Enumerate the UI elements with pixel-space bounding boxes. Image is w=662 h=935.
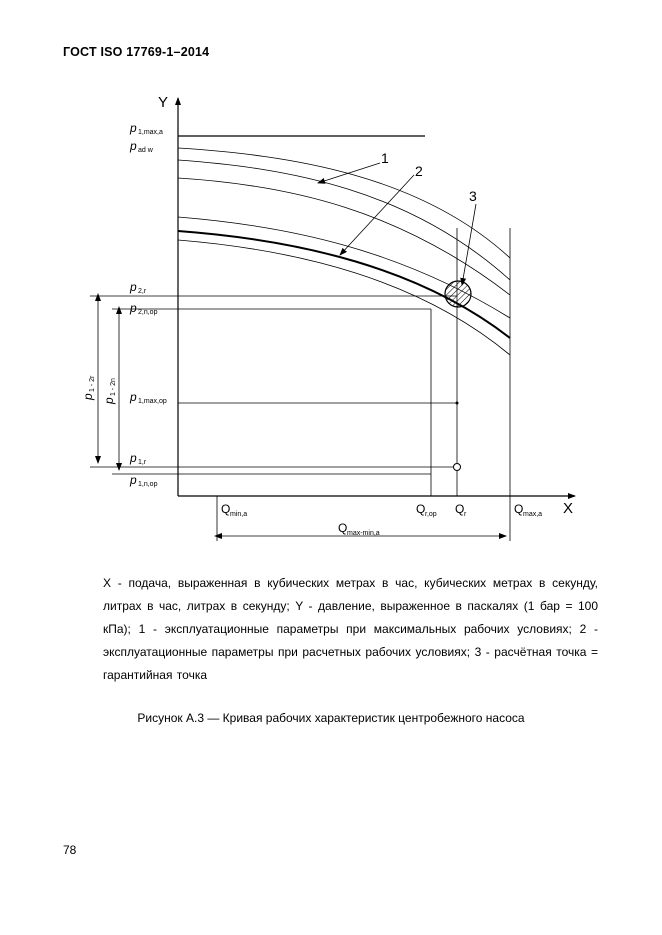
label-p1-n-op	[129, 473, 158, 488]
svg-text:Q: Q	[221, 502, 231, 516]
label-q-r	[455, 502, 467, 518]
label-p1-2n	[102, 378, 117, 405]
svg-text:1 - 2r: 1 - 2r	[89, 375, 96, 392]
label-q-min-a	[221, 502, 247, 518]
svg-text:p: p	[130, 473, 137, 487]
label-p1-max-a	[129, 121, 163, 136]
document-header: ГОСТ ISO 17769-1–2014	[63, 45, 210, 59]
label-p1-2r	[81, 375, 96, 401]
x-axis-label: X	[563, 500, 574, 517]
svg-text:2,n,op: 2,n,op	[138, 309, 158, 316]
guarantee-point-circle	[445, 281, 471, 307]
svg-text:2,r: 2,r	[138, 288, 147, 295]
label-p1-r	[129, 451, 147, 466]
svg-text:max-min,a: max-min,a	[347, 530, 380, 537]
label-q-max-a	[514, 502, 542, 518]
svg-text:max,a: max,a	[523, 511, 543, 518]
curve-upper-2	[178, 160, 510, 280]
svg-text:Q: Q	[416, 502, 426, 516]
page-number: 78	[63, 843, 77, 857]
svg-text:p: p	[130, 280, 137, 294]
figure-title: Рисунок А.3 — Кривая рабочих характеристик центробежного насоса	[137, 711, 525, 725]
svg-text:ad w: ad w	[138, 147, 153, 154]
svg-text:Q: Q	[514, 502, 524, 516]
svg-text:p: p	[130, 390, 137, 404]
svg-text:1 - 2n: 1 - 2n	[110, 378, 117, 396]
svg-text:Q: Q	[455, 502, 465, 516]
guarantee-point-marker	[454, 464, 461, 471]
svg-text:p: p	[130, 139, 137, 153]
svg-text:Q: Q	[338, 521, 348, 535]
svg-text:p: p	[81, 393, 95, 400]
svg-text:p: p	[102, 397, 116, 404]
svg-text:r,op: r,op	[425, 511, 437, 518]
svg-text:p: p	[130, 451, 137, 465]
svg-text:1,max,op: 1,max,op	[138, 398, 167, 405]
callout-2-leader	[340, 175, 414, 255]
callout-2: 2	[415, 163, 423, 179]
svg-text:r: r	[464, 511, 467, 518]
label-p-adw	[129, 139, 154, 154]
svg-text:1,n,op: 1,n,op	[138, 481, 158, 488]
callout-3: 3	[469, 188, 477, 204]
label-p2-n-op	[129, 301, 158, 316]
callout-1: 1	[381, 150, 389, 166]
label-p1-max-op	[129, 390, 167, 405]
label-q-max-min-a	[338, 521, 380, 537]
y-axis-label: Y	[158, 94, 169, 111]
svg-text:p: p	[130, 301, 137, 315]
svg-text:1,max,a: 1,max,a	[138, 129, 163, 136]
figure-legend-text: X - подача, выраженная в кубических метрах в час, кубических метрах в секунду, литрах в час, литрах в секунду; Y - давление, выраженное в паскалях (1 бар = 100 кПа); 1 - эксплуатационные параметры при максимальных рабочих условиях; 2 - эксплуатационные параметры при расчетных рабочих условиях; 3 - расчётная точка = гарантийная точка	[103, 576, 598, 682]
svg-text:1,r: 1,r	[138, 459, 147, 466]
svg-text:p: p	[130, 121, 137, 135]
label-q-r-op	[416, 502, 437, 518]
svg-text:min,a: min,a	[230, 511, 248, 518]
label-p2-r	[129, 280, 147, 295]
